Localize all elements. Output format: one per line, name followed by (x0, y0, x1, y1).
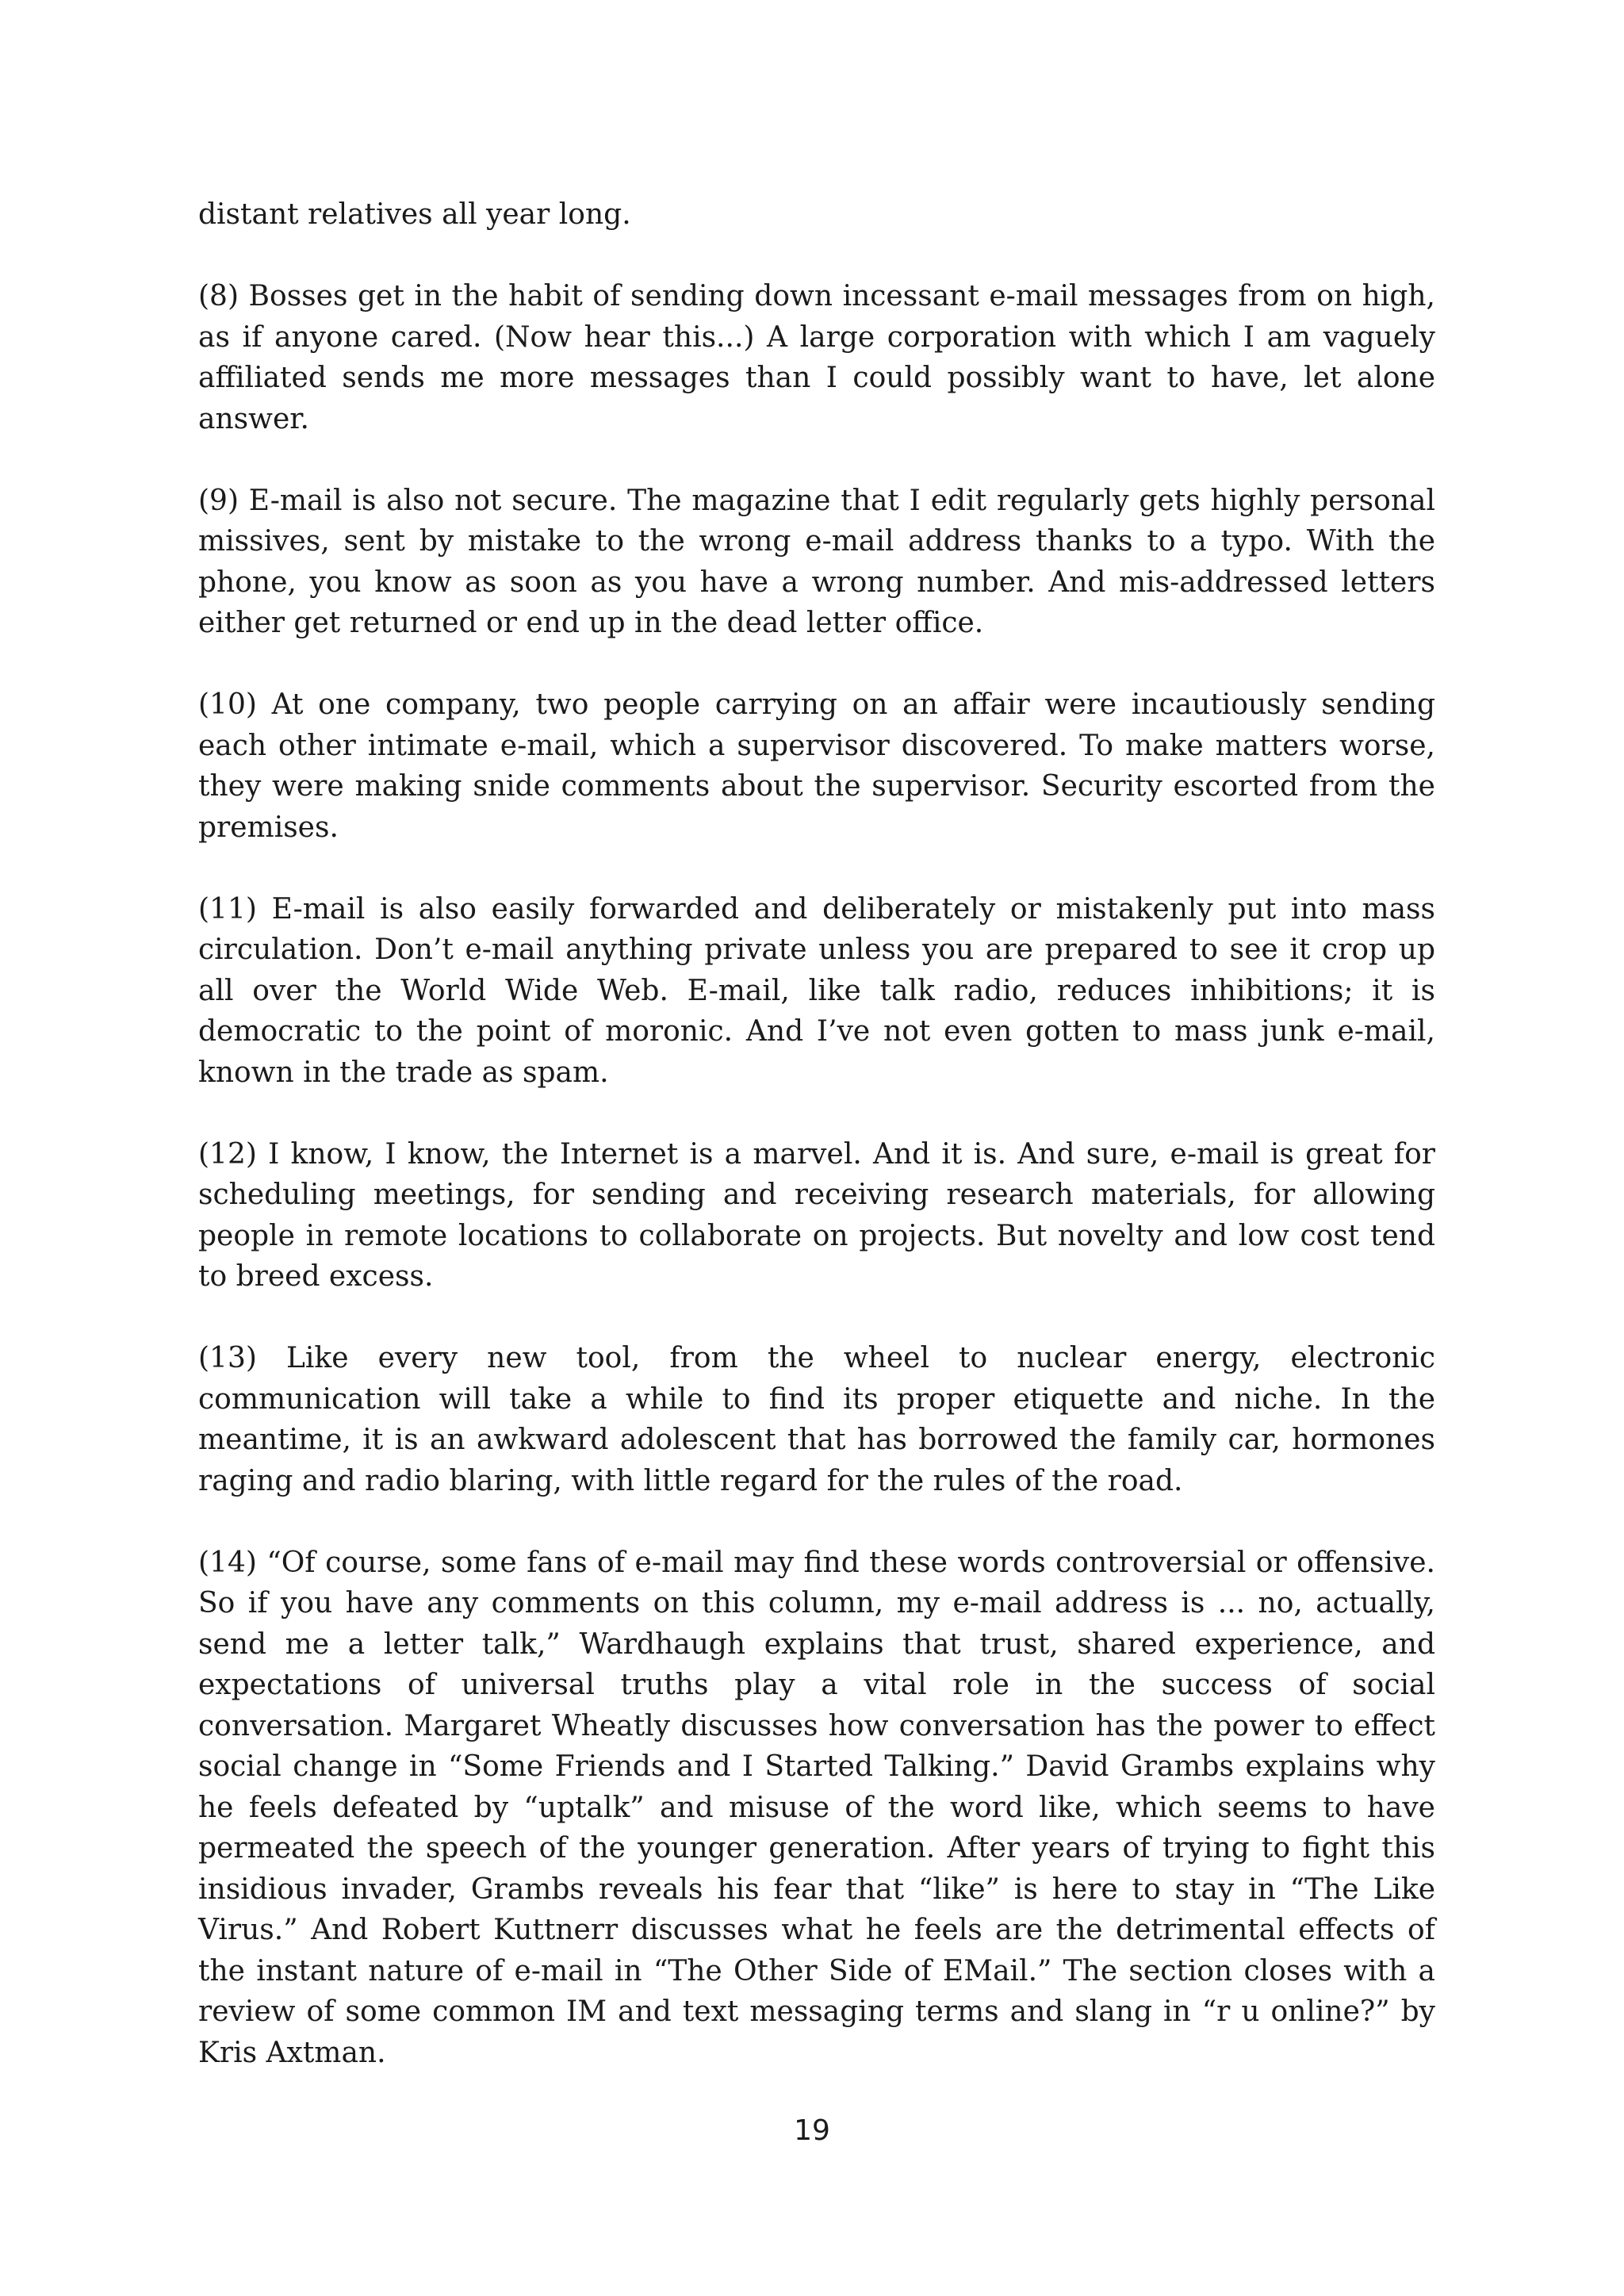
paragraph-continuation: distant relatives all year long. (198, 198, 631, 231)
body-text (198, 194, 1435, 2073)
paragraph-12: (12) I know, I know, the Internet is a marvel. And it is. And sure, e-mail is great for scheduling meetings, for sending and receiving research materials, for allowing people in remote locations to collaborate on projects. But novelty and low cost tend to breed excess. (198, 1137, 1435, 1293)
paragraph-9: (9) E-mail is also not secure. The magazine that I edit regularly gets highly personal missives, sent by mistake to the wrong e-mail address thanks to a typo. With the phone, you know as soon as you have a wrong number. And mis-addressed letters either get returned or end up in the dead letter office. (198, 484, 1435, 639)
paragraph-14: (14) “Of course, some fans of e-mail may find these words controversial or offensive. So if you have any comments on this column, my e-mail address is ... no, actually, send me a letter talk,” Wardhaugh explains that trust, shared experience, and expectations of universal truths play a vital role in the success of social conversation. Margaret Wheatly discusses how conversation has the power to effect social change in “Some Friends and I Started Talking.” David Grambs explains why he feels defeated by “uptalk” and misuse of the word like, which seems to have permeated the speech of the younger generation. After years of trying to fight this insidious invader, Grambs reveals his fear that “like” is here to stay in “The Like Virus.” And Robert Kuttnerr discusses what he feels are the detrimental effects of the instant nature of e-mail in “The Other Side of EMail.” The section closes with a review of some common IM and text messaging terms and slang in “r u online?” by Kris Axtman. (198, 1546, 1435, 2069)
page-number: 19 (794, 2114, 830, 2147)
paragraph-8: (8) Bosses get in the habit of sending down incessant e-mail messages from on high, as if anyone cared. (Now hear this...) A large corporation with which I am vaguely affiliated sends me more messages than I could possibly want to have, let alone answer. (198, 280, 1435, 435)
paragraph-10: (10) At one company, two people carrying on an affair were incautiously sending each other intimate e-mail, which a supervisor discovered. To make matters worse, they were making snide comments about the supervisor. Security escorted from the premises. (198, 688, 1435, 844)
paragraph-13: (13) Like every new tool, from the wheel to nuclear energy, electronic communication will take a while to find its proper etiquette and niche. In the meantime, it is an awkward adolescent that has borrowed the family car, hormones raging and radio blaring, with little regard for the rules of the road. (198, 1342, 1435, 1497)
paragraph-11: (11) E-mail is also easily forwarded and deliberately or mistakenly put into mass circulation. Don’t e-mail anything private unless you are prepared to see it crop up all over the World Wide Web. E-mail, like talk radio, reduces inhibitions; it is democratic to the point of moronic. And I’ve not even gotten to mass junk e-mail, known in the trade as spam. (198, 892, 1435, 1089)
